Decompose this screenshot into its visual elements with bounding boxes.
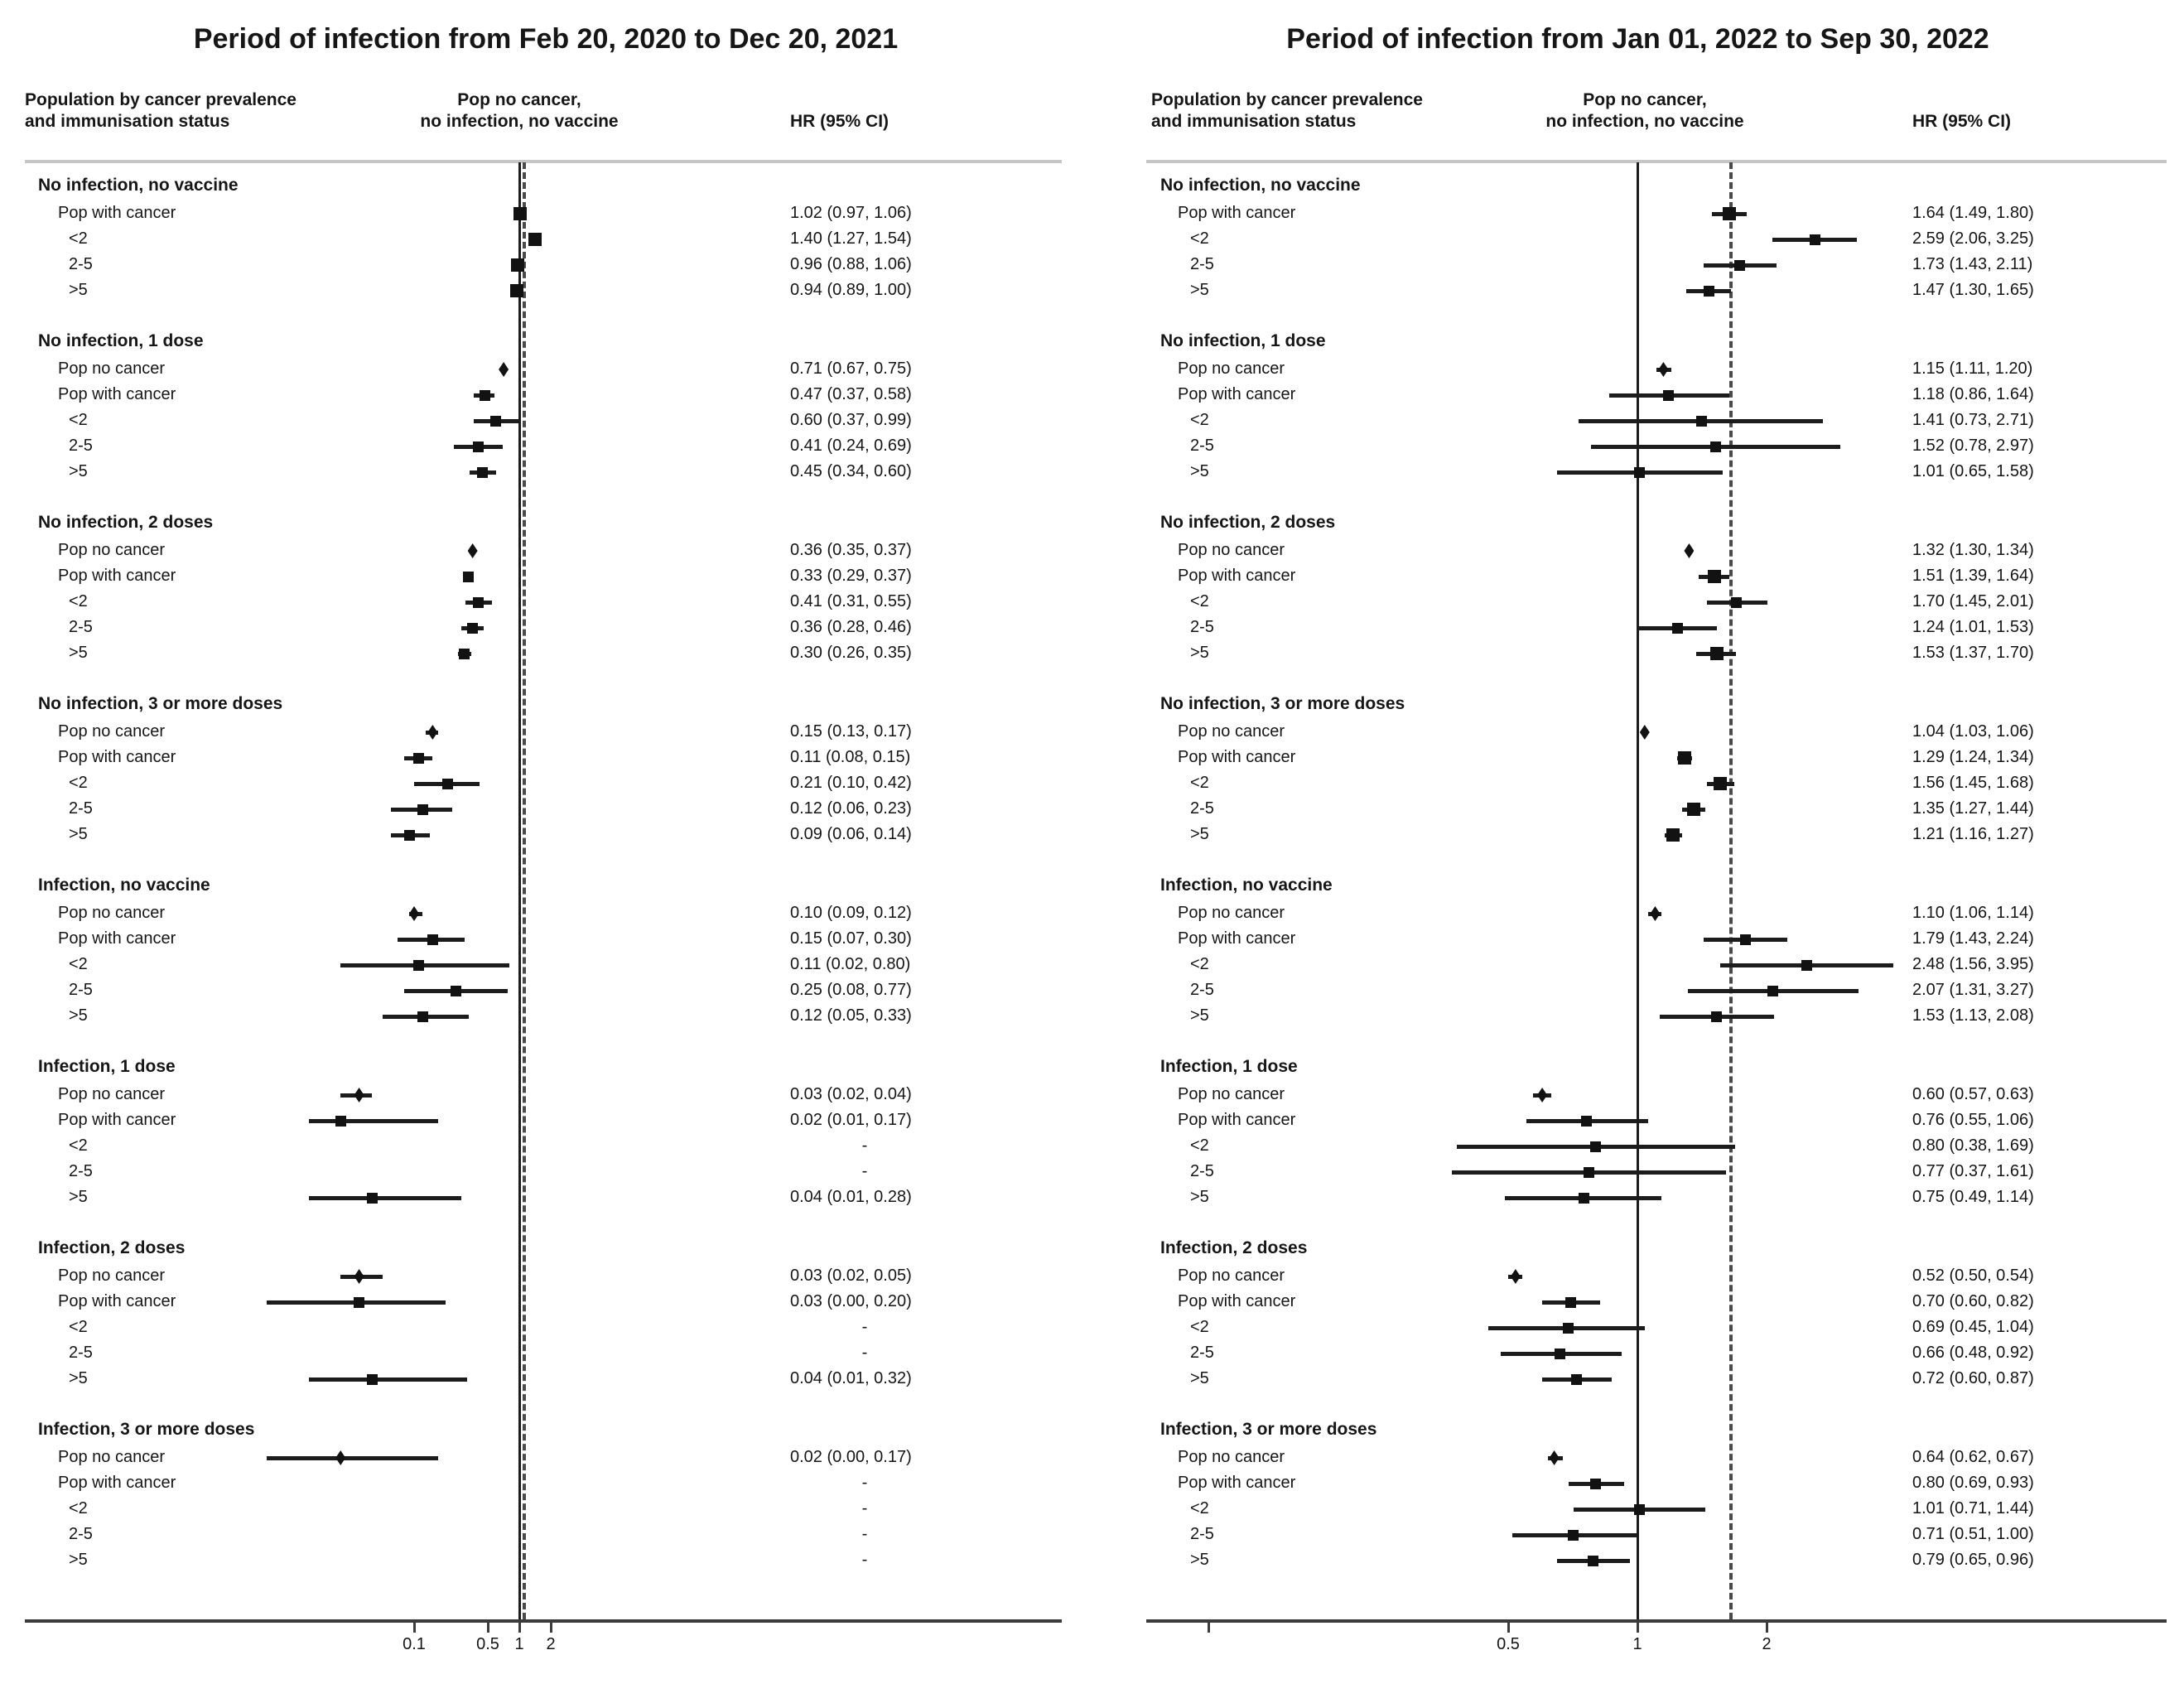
marker-square <box>1590 1141 1601 1152</box>
marker-square <box>354 1297 364 1308</box>
marker-square <box>467 623 478 634</box>
row-label: <2 <box>1190 1136 1209 1155</box>
row-label: Pop no cancer <box>58 359 165 378</box>
column-header-population-line2: and immunisation status <box>1151 112 1357 131</box>
row-label: 2-5 <box>1190 1344 1214 1362</box>
marker-diamond <box>1511 1269 1521 1284</box>
marker-square <box>1579 1193 1589 1204</box>
marker-diamond <box>409 906 419 921</box>
row-label: Pop no cancer <box>1178 541 1285 559</box>
row-label: Pop with cancer <box>1178 1292 1296 1310</box>
marker-square <box>1634 467 1645 478</box>
axis-tick-label: 2 <box>1762 1635 1772 1653</box>
marker-diamond <box>1640 725 1650 740</box>
hr-value: 0.71 (0.51, 1.00) <box>1912 1525 2034 1543</box>
reference-line-solid <box>518 162 521 1619</box>
marker-square <box>1584 1167 1594 1178</box>
axis-tick <box>550 1622 552 1633</box>
row-label: Pop with cancer <box>58 567 176 585</box>
group-title: No infection, 1 dose <box>1160 331 1326 350</box>
row-label: Pop with cancer <box>1178 567 1296 585</box>
hr-value: 0.30 (0.26, 0.35) <box>790 644 912 662</box>
row-label: 2-5 <box>69 1162 93 1180</box>
marker-diamond <box>1550 1450 1560 1465</box>
hr-value: - <box>861 1162 868 1180</box>
row-label: Pop with cancer <box>1178 748 1296 766</box>
hr-value: 0.36 (0.28, 0.46) <box>790 618 912 636</box>
column-header-population-line2: and immunisation status <box>25 112 230 131</box>
marker-square <box>1801 960 1812 971</box>
marker-square <box>1590 1479 1601 1489</box>
marker-square <box>1710 441 1721 452</box>
marker-square <box>1581 1116 1592 1127</box>
row-label: Pop with cancer <box>1178 1111 1296 1129</box>
column-header-reference <box>420 89 618 133</box>
ci-line <box>340 963 509 967</box>
row-label: >5 <box>1190 281 1209 299</box>
row-label: <2 <box>1190 955 1209 973</box>
hr-value: 0.79 (0.65, 0.96) <box>1912 1551 2034 1569</box>
marker-square <box>442 779 453 789</box>
hr-value: 1.51 (1.39, 1.64) <box>1912 567 2034 585</box>
hr-value: 0.96 (0.88, 1.06) <box>790 255 912 273</box>
reference-line-dashed <box>1729 162 1733 1619</box>
hr-value: 0.02 (0.00, 0.17) <box>790 1448 912 1466</box>
row-label: <2 <box>69 1318 88 1336</box>
hr-value: 0.11 (0.02, 0.80) <box>790 955 911 973</box>
marker-diamond <box>1658 362 1668 377</box>
x-axis <box>25 1619 1062 1623</box>
marker-square <box>367 1374 378 1385</box>
row-label: 2-5 <box>69 1525 93 1543</box>
marker-square <box>1723 207 1736 220</box>
hr-value: 1.47 (1.30, 1.65) <box>1912 281 2034 299</box>
marker-diamond <box>499 362 509 377</box>
group-title: No infection, 3 or more doses <box>1160 694 1405 713</box>
hr-value: 1.56 (1.45, 1.68) <box>1912 774 2034 792</box>
group-title: Infection, no vaccine <box>38 876 210 895</box>
column-header-hr: HR (95% CI) <box>790 112 890 131</box>
row-label: <2 <box>1190 1499 1209 1517</box>
hr-value: 0.80 (0.69, 0.93) <box>1912 1474 2034 1492</box>
row-label: >5 <box>1190 825 1209 843</box>
hr-value: 2.48 (1.56, 3.95) <box>1912 955 2034 973</box>
hr-value: 0.72 (0.60, 0.87) <box>1912 1369 2034 1387</box>
axis-tick-label: 1 <box>1632 1635 1642 1653</box>
group-title: No infection, 2 doses <box>1160 513 1336 532</box>
row-label: 2-5 <box>1190 981 1214 999</box>
hr-value: - <box>861 1499 868 1517</box>
marker-square <box>1810 234 1820 245</box>
row-label: >5 <box>69 1551 88 1569</box>
row-label: Pop with cancer <box>58 929 176 948</box>
hr-value: 0.12 (0.06, 0.23) <box>790 799 912 818</box>
hr-value: - <box>861 1551 868 1569</box>
hr-value: 1.01 (0.65, 1.58) <box>1912 462 2034 480</box>
row-label: 2-5 <box>69 1344 93 1362</box>
row-label: >5 <box>1190 462 1209 480</box>
hr-value: 2.07 (1.31, 3.27) <box>1912 981 2034 999</box>
marker-diamond <box>354 1088 364 1102</box>
row-label: <2 <box>69 774 88 792</box>
column-header-population-line1: Population by cancer prevalence <box>1151 90 1423 109</box>
row-label: >5 <box>69 1006 88 1025</box>
ci-line <box>309 1196 461 1200</box>
marker-square <box>367 1193 378 1204</box>
marker-square <box>490 416 501 427</box>
marker-square <box>1678 751 1691 765</box>
marker-square <box>1634 1504 1645 1515</box>
row-label: 2-5 <box>69 618 93 636</box>
row-label: Pop no cancer <box>58 1267 165 1285</box>
hr-value: 0.60 (0.37, 0.99) <box>790 411 912 429</box>
row-label: >5 <box>69 644 88 662</box>
hr-value: 0.09 (0.06, 0.14) <box>790 825 912 843</box>
marker-square <box>427 934 438 945</box>
row-label: <2 <box>1190 774 1209 792</box>
hr-value: - <box>861 1344 868 1362</box>
group-title: No infection, no vaccine <box>1160 176 1361 195</box>
x-axis <box>1146 1619 2167 1623</box>
row-label: >5 <box>1190 1006 1209 1025</box>
column-header-reference <box>1545 89 1743 133</box>
marker-diamond <box>335 1450 345 1465</box>
row-label: 2-5 <box>1190 255 1214 273</box>
ci-line <box>267 1456 438 1460</box>
hr-value: 1.32 (1.30, 1.34) <box>1912 541 2034 559</box>
marker-square <box>1563 1323 1574 1334</box>
reference-line-dashed <box>523 162 526 1619</box>
marker-square <box>1568 1530 1579 1541</box>
hr-value: - <box>861 1136 868 1155</box>
row-label: <2 <box>1190 411 1209 429</box>
marker-square <box>480 390 490 401</box>
marker-square <box>1666 828 1680 842</box>
marker-square <box>404 830 415 841</box>
hr-value: 0.03 (0.02, 0.05) <box>790 1267 912 1285</box>
hr-value: 1.24 (1.01, 1.53) <box>1912 618 2034 636</box>
row-label: 2-5 <box>69 255 93 273</box>
row-label: <2 <box>69 1136 88 1155</box>
marker-square <box>473 441 484 452</box>
axis-tick <box>518 1622 521 1633</box>
row-label: Pop with cancer <box>1178 385 1296 403</box>
axis-tick <box>1208 1622 1210 1633</box>
row-label: Pop with cancer <box>58 748 176 766</box>
hr-value: 1.35 (1.27, 1.44) <box>1912 799 2034 818</box>
row-label: >5 <box>1190 1551 1209 1569</box>
hr-value: 2.59 (2.06, 3.25) <box>1912 229 2034 248</box>
row-label: Pop with cancer <box>1178 929 1296 948</box>
hr-value: 0.66 (0.48, 0.92) <box>1912 1344 2034 1362</box>
panel-period-2022 <box>1092 0 2184 1708</box>
row-label: <2 <box>69 592 88 610</box>
marker-diamond <box>1684 543 1694 558</box>
row-label: <2 <box>1190 592 1209 610</box>
hr-value: - <box>861 1525 868 1543</box>
marker-square <box>1710 647 1724 660</box>
marker-square <box>335 1116 346 1127</box>
hr-value: 0.41 (0.24, 0.69) <box>790 437 912 455</box>
reference-line-solid <box>1637 162 1639 1619</box>
marker-square <box>1731 597 1742 608</box>
hr-value: 0.47 (0.37, 0.58) <box>790 385 912 403</box>
hr-value: 0.36 (0.35, 0.37) <box>790 541 912 559</box>
row-label: 2-5 <box>69 437 93 455</box>
marker-square <box>511 258 524 272</box>
axis-tick <box>1766 1622 1768 1633</box>
row-label: 2-5 <box>69 799 93 818</box>
hr-value: 0.15 (0.07, 0.30) <box>790 929 912 948</box>
hr-value: 0.15 (0.13, 0.17) <box>790 722 912 741</box>
axis-tick <box>1637 1622 1639 1633</box>
hr-value: 1.29 (1.24, 1.34) <box>1912 748 2034 766</box>
hr-value: 1.70 (1.45, 2.01) <box>1912 592 2034 610</box>
marker-square <box>1687 803 1700 816</box>
group-title: Infection, 1 dose <box>38 1057 176 1076</box>
row-label: <2 <box>69 229 88 248</box>
marker-square <box>1711 1011 1722 1022</box>
row-label: Pop no cancer <box>58 1448 165 1466</box>
row-label: <2 <box>69 411 88 429</box>
marker-square <box>1704 286 1714 297</box>
marker-square <box>1663 390 1674 401</box>
group-title: No infection, 1 dose <box>38 331 204 350</box>
header-separator <box>25 160 1062 163</box>
row-label: Pop with cancer <box>58 385 176 403</box>
axis-tick <box>413 1622 416 1633</box>
marker-square <box>477 467 488 478</box>
hr-value: 1.04 (1.03, 1.06) <box>1912 722 2034 741</box>
row-label: <2 <box>1190 229 1209 248</box>
column-header-reference-line1: Pop no cancer, <box>1583 90 1707 109</box>
hr-value: 0.03 (0.00, 0.20) <box>790 1292 912 1310</box>
axis-tick-label: 2 <box>546 1635 556 1653</box>
row-label: Pop with cancer <box>1178 1474 1296 1492</box>
hr-value: 0.12 (0.05, 0.33) <box>790 1006 912 1025</box>
marker-square <box>1740 934 1751 945</box>
marker-square <box>510 284 523 297</box>
group-title: Infection, 2 doses <box>1160 1238 1308 1257</box>
group-title: Infection, 1 dose <box>1160 1057 1298 1076</box>
row-label: Pop no cancer <box>1178 1448 1285 1466</box>
group-title: No infection, no vaccine <box>38 176 239 195</box>
hr-value: 1.41 (0.73, 2.71) <box>1912 411 2034 429</box>
marker-diamond <box>1650 906 1660 921</box>
hr-value: 1.18 (0.86, 1.64) <box>1912 385 2034 403</box>
row-label: 2-5 <box>1190 437 1214 455</box>
hr-value: 0.70 (0.60, 0.82) <box>1912 1292 2034 1310</box>
hr-value: 0.52 (0.50, 0.54) <box>1912 1267 2034 1285</box>
group-title: Infection, 3 or more doses <box>38 1420 255 1439</box>
marker-square <box>413 960 424 971</box>
row-label: 2-5 <box>1190 1162 1214 1180</box>
marker-square <box>473 597 484 608</box>
axis-tick <box>1507 1622 1510 1633</box>
marker-square <box>459 649 470 659</box>
column-header-population <box>1151 89 1423 133</box>
row-label: 2-5 <box>69 981 93 999</box>
axis-tick-label: 1 <box>514 1635 524 1653</box>
row-label: Pop no cancer <box>58 541 165 559</box>
hr-value: 1.64 (1.49, 1.80) <box>1912 204 2034 222</box>
row-label: >5 <box>1190 1369 1209 1387</box>
hr-value: 0.04 (0.01, 0.32) <box>790 1369 912 1387</box>
hr-value: - <box>861 1318 868 1336</box>
column-header-reference-line2: no infection, no vaccine <box>420 112 619 131</box>
row-label: >5 <box>1190 644 1209 662</box>
row-label: Pop no cancer <box>1178 359 1285 378</box>
hr-value: 0.80 (0.38, 1.69) <box>1912 1136 2034 1155</box>
row-label: Pop with cancer <box>1178 204 1296 222</box>
row-label: >5 <box>69 281 88 299</box>
marker-square <box>513 207 527 220</box>
marker-square <box>1708 570 1721 583</box>
axis-tick <box>487 1622 489 1633</box>
row-label: 2-5 <box>1190 618 1214 636</box>
hr-value: 0.77 (0.37, 1.61) <box>1912 1162 2034 1180</box>
marker-square <box>1696 416 1707 427</box>
marker-square <box>417 1011 428 1022</box>
hr-value: 1.73 (1.43, 2.11) <box>1912 255 2033 273</box>
marker-square <box>1767 986 1778 996</box>
hr-value: 0.94 (0.89, 1.00) <box>790 281 912 299</box>
row-label: Pop no cancer <box>58 1085 165 1103</box>
header-separator <box>1146 160 2167 163</box>
hr-value: 1.53 (1.13, 2.08) <box>1912 1006 2034 1025</box>
marker-square <box>1672 623 1683 634</box>
axis-tick-label: 0.5 <box>1497 1635 1520 1653</box>
row-label: Pop with cancer <box>58 1292 176 1310</box>
column-header-population-line1: Population by cancer prevalence <box>25 90 297 109</box>
hr-value: 0.10 (0.09, 0.12) <box>790 904 912 922</box>
row-label: >5 <box>69 1369 88 1387</box>
hr-value: 0.11 (0.08, 0.15) <box>790 748 911 766</box>
marker-square <box>1714 777 1727 790</box>
marker-square <box>1588 1556 1598 1566</box>
row-label: Pop no cancer <box>1178 722 1285 741</box>
group-title: No infection, 2 doses <box>38 513 214 532</box>
hr-value: - <box>861 1474 868 1492</box>
column-header-hr: HR (95% CI) <box>1912 112 2012 131</box>
marker-square <box>451 986 461 996</box>
marker-diamond <box>468 543 478 558</box>
row-label: Pop no cancer <box>1178 1267 1285 1285</box>
marker-square <box>1734 260 1745 271</box>
row-label: Pop no cancer <box>58 904 165 922</box>
marker-square <box>417 804 428 815</box>
hr-value: 0.76 (0.55, 1.06) <box>1912 1111 2034 1129</box>
marker-square <box>463 572 474 582</box>
hr-value: 0.03 (0.02, 0.04) <box>790 1085 912 1103</box>
hr-value: 0.41 (0.31, 0.55) <box>790 592 912 610</box>
hr-value: 1.52 (0.78, 2.97) <box>1912 437 2034 455</box>
row-label: Pop with cancer <box>58 1474 176 1492</box>
row-label: Pop with cancer <box>58 204 176 222</box>
marker-square <box>528 233 542 246</box>
panel-title: Period of infection from Feb 20, 2020 to Dec 20, 2021 <box>193 23 899 55</box>
hr-value: 0.21 (0.10, 0.42) <box>790 774 912 792</box>
row-label: Pop with cancer <box>58 1111 176 1129</box>
row-label: >5 <box>69 462 88 480</box>
column-header-reference-line2: no infection, no vaccine <box>1545 112 1744 131</box>
hr-value: 0.45 (0.34, 0.60) <box>790 462 912 480</box>
hr-value: 1.40 (1.27, 1.54) <box>790 229 912 248</box>
row-label: Pop no cancer <box>1178 1085 1285 1103</box>
group-title: Infection, 2 doses <box>38 1238 186 1257</box>
ci-line <box>309 1119 438 1123</box>
hr-value: 1.02 (0.97, 1.06) <box>790 204 912 222</box>
group-title: Infection, 3 or more doses <box>1160 1420 1377 1439</box>
hr-value: 0.69 (0.45, 1.04) <box>1912 1318 2034 1336</box>
hr-value: 0.25 (0.08, 0.77) <box>790 981 912 999</box>
axis-tick-label: 0.5 <box>476 1635 499 1653</box>
hr-value: 0.64 (0.62, 0.67) <box>1912 1448 2034 1466</box>
row-label: >5 <box>1190 1188 1209 1206</box>
row-label: >5 <box>69 825 88 843</box>
hr-value: 1.79 (1.43, 2.24) <box>1912 929 2034 948</box>
hr-value: 1.53 (1.37, 1.70) <box>1912 644 2034 662</box>
column-header-reference-line1: Pop no cancer, <box>457 90 581 109</box>
marker-diamond <box>354 1269 364 1284</box>
ci-line <box>309 1377 467 1382</box>
row-label: <2 <box>69 955 88 973</box>
marker-diamond <box>1537 1088 1547 1102</box>
hr-value: 1.21 (1.16, 1.27) <box>1912 825 2034 843</box>
marker-square <box>1555 1349 1565 1359</box>
row-label: Pop no cancer <box>1178 904 1285 922</box>
hr-value: 0.71 (0.67, 0.75) <box>790 359 912 378</box>
hr-value: 1.10 (1.06, 1.14) <box>1912 904 2034 922</box>
group-title: Infection, no vaccine <box>1160 876 1333 895</box>
hr-value: 1.01 (0.71, 1.44) <box>1912 1499 2034 1517</box>
marker-square <box>1565 1297 1576 1308</box>
row-label: <2 <box>69 1499 88 1517</box>
axis-tick-label: 0.1 <box>403 1635 426 1653</box>
column-header-population <box>25 89 297 133</box>
panel-title: Period of infection from Jan 01, 2022 to Sep 30, 2022 <box>1286 23 1989 55</box>
hr-value: 1.15 (1.11, 1.20) <box>1912 359 2033 378</box>
row-label: >5 <box>69 1188 88 1206</box>
marker-diamond <box>427 725 437 740</box>
hr-value: 0.60 (0.57, 0.63) <box>1912 1085 2034 1103</box>
row-label: Pop no cancer <box>58 722 165 741</box>
row-label: <2 <box>1190 1318 1209 1336</box>
hr-value: 0.02 (0.01, 0.17) <box>790 1111 912 1129</box>
hr-value: 0.04 (0.01, 0.28) <box>790 1188 912 1206</box>
marker-square <box>1571 1374 1582 1385</box>
hr-value: 0.75 (0.49, 1.14) <box>1912 1188 2034 1206</box>
hr-value: 0.33 (0.29, 0.37) <box>790 567 912 585</box>
group-title: No infection, 3 or more doses <box>38 694 283 713</box>
row-label: 2-5 <box>1190 1525 1214 1543</box>
marker-square <box>413 753 424 764</box>
row-label: 2-5 <box>1190 799 1214 818</box>
